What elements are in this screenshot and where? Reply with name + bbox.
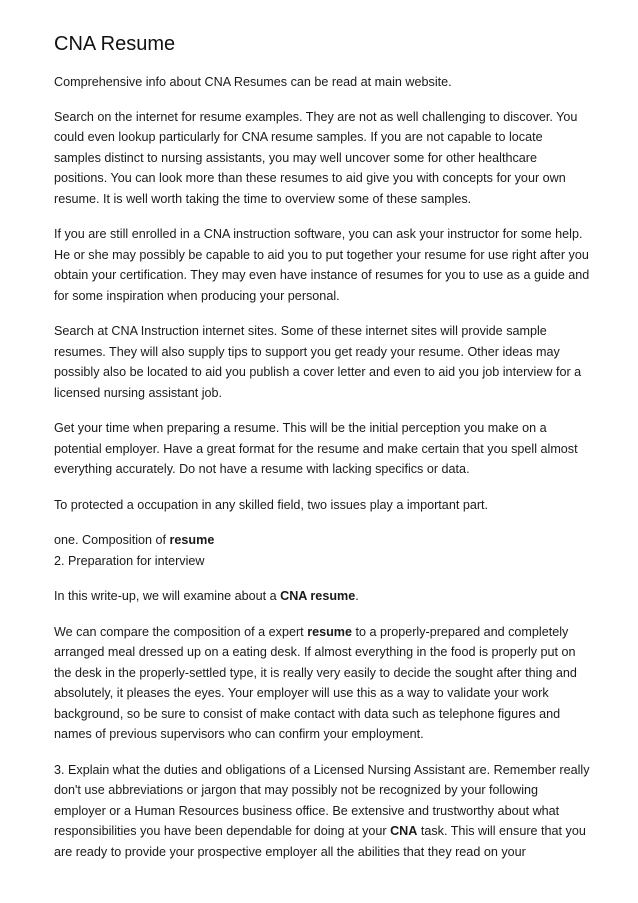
intro-paragraph: Comprehensive info about CNA Resumes can be read at main website. (54, 75, 452, 89)
page-title: CNA Resume (54, 33, 176, 55)
text-span: 3. Explain what the duties and obligations of a Licensed Nursing Assistant are. Remember really don't use abbreviations or jargon that may possibly not be recognized by your following employer or a Human Resources business office. Be extensive and trustworthy about what responsibilities you have been dependable for doing at your (54, 762, 590, 838)
paragraph-composition (54, 622, 590, 745)
bold-span: CNA resume (280, 589, 356, 603)
text-span: . (355, 589, 359, 603)
paragraph-write-up (54, 586, 590, 607)
document-page (54, 32, 590, 877)
paragraph-training-sites: Search at CNA Instruction internet sites. Some of these internet sites will provide sample resumes. They will also supply tips to support you get ready your resume. Other ideas may possibly also be located to aid you publish a cover letter and even to aid you job interview for a licensed nursing assistant job. (54, 324, 582, 400)
paragraph-take-time: Get your time when preparing a resume. This will be the initial perception you make on a potential employer. Have a great format for the resume and make certain that you spell almost everything accurately. Do not have a resume with lacking specifics or data. (54, 421, 578, 476)
bold-span: resume (307, 624, 352, 639)
paragraph-duties (54, 760, 590, 863)
list-item-text: one. Composition of (54, 533, 170, 547)
list-item (54, 530, 590, 551)
numbered-list (54, 530, 590, 571)
text-span: to a properly-prepared and completely arranged meal dressed up on a eating desk. If almost everything in the food is properly put on the desk in the properly-settled type, it is really very easily to decide the sought after thing and absolutely, it pleases the eyes. Your employer will use this as a way to validate your work background, so be sure to consist of make contact with data such as telephone figures and names of previous supervisors who can confirm your employment. (54, 624, 577, 741)
paragraph-search-examples: Search on the internet for resume examples. They are not as well challenging to discover. You could even lookup particularly for CNA resume samples. If you are not capable to locate samples distinct to nursing assistants, you may well uncover some for other healthcare positions. You can look more than these resumes to aid give you with concepts for your own resume. It is well worth taking the time to overview some of these samples. (54, 109, 578, 206)
text-span: task. This will ensure that you are ready to provide your prospective employer all the abilities that they read on your (54, 824, 586, 859)
paragraph-two-issues: To protected a occupation in any skilled field, two issues play a important part. (54, 497, 489, 512)
text-span: We can compare the composition of a expert (54, 624, 308, 639)
list-item: 2. Preparation for interview (54, 553, 205, 568)
text-span: In this write-up, we will examine about a (54, 589, 281, 603)
paragraph-instructor-help: If you are still enrolled in a CNA instruction software, you can ask your instructor for some help. He or she may possibly be capable to aid you to put together your resume for use right after you obtain your certification. They may even have instance of resumes for you to use as a guide and for some inspiration when producing your personal. (54, 227, 590, 303)
list-item-bold: resume (169, 533, 215, 547)
bold-span: CNA (390, 824, 418, 838)
